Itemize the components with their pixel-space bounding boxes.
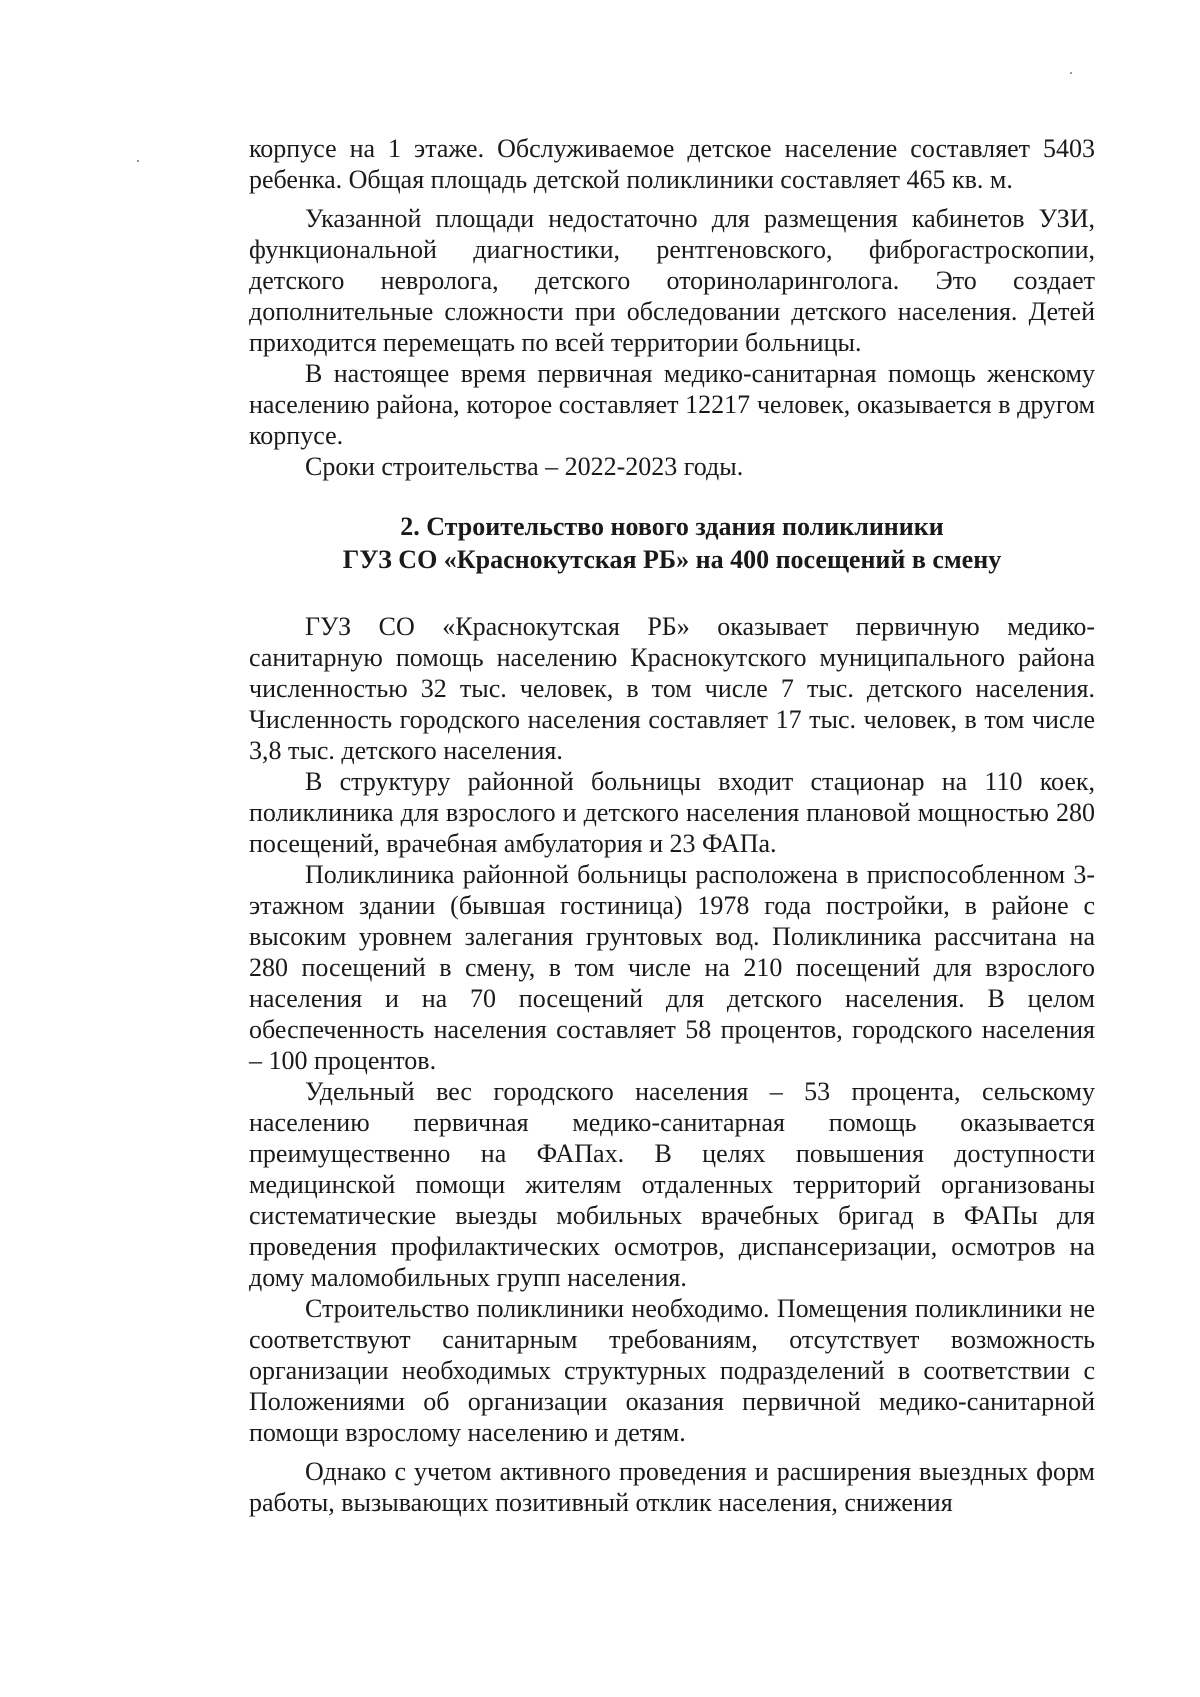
paragraph-area-insufficient: Указанной площади недостаточно для размещения кабинетов УЗИ, функциональной диагностики, рентгеновского, фиброгастроскопии, детского невролога, детского оториноларинголога. Это создает дополнительные сложности при обследовании детского населения. Детей приходится перемещать по всей территории больницы. xyxy=(249,204,1095,357)
document-body xyxy=(249,133,1095,1518)
paragraph-urban-share: Удельный вес городского населения – 53 процента, сельскому населению первичная медико-санитарная помощь оказывается преимущественно на ФАПах. В целях повышения доступности медицинской помощи жителям отдаленных территорий организованы систематические выезды мобильных врачебных бригад в ФАПы для проведения профилактических осмотров, диспансеризации, осмотров на дому маломобильных групп населения. xyxy=(249,1077,1095,1292)
section-heading xyxy=(249,510,1095,576)
paragraph-outreach: Однако с учетом активного проведения и расширения выездных форм работы, вызывающих позитивный отклик населения, снижения xyxy=(249,1457,1095,1517)
paragraph-hospital-structure: В структуру районной больницы входит стационар на 110 коек, поликлиника для взрослого и детского населения плановой мощностью 280 посещений, врачебная амбулатория и 23 ФАПа. xyxy=(249,767,1095,858)
paragraph-construction-dates: Сроки строительства – 2022-2023 годы. xyxy=(305,452,744,481)
section-heading-line-1: 2. Строительство нового здания поликлиники xyxy=(400,512,944,541)
scan-speck xyxy=(1070,72,1072,74)
paragraph-female-population: В настоящее время первичная медико-санитарная помощь женскому населению района, которое составляет 12217 человек, оказывается в другом корпусе. xyxy=(249,359,1095,450)
paragraph-polyclinic-building: Поликлиника районной больницы расположена в приспособленном 3-этажном здании (бывшая гостиница) 1978 года постройки, в районе с высоким уровнем залегания грунтовых вод. Поликлиника рассчитана на 280 посещений в смену, в том числе на 210 посещений для взрослого населения и на 70 посещений для детского населения. В целом обеспеченность населения составляет 58 процентов, городского населения – 100 процентов. xyxy=(249,860,1095,1075)
scan-speck xyxy=(137,160,139,162)
paragraph-continued: корпусе на 1 этаже. Обслуживаемое детское население составляет 5403 ребенка. Общая площадь детской поликлиники составляет 465 кв. м. xyxy=(249,134,1095,194)
paragraph-hospital-overview: ГУЗ СО «Краснокутская РБ» оказывает первичную медико-санитарную помощь населению Краснокутского муниципального района численностью 32 тыс. человек, в том числе 7 тыс. детского населения. Численность городского населения составляет 17 тыс. человек, в том числе 3,8 тыс. детского населения. xyxy=(249,612,1095,765)
paragraph-construction-necessity: Строительство поликлиники необходимо. Помещения поликлиники не соответствуют санитарным требованиям, отсутствует возможность организации необходимых структурных подразделений в соответствии с Положениями об организации оказания первичной медико-санитарной помощи взрослому населению и детям. xyxy=(249,1294,1095,1447)
section-heading-line-2: ГУЗ СО «Краснокутская РБ» на 400 посещений в смену xyxy=(342,545,1002,574)
